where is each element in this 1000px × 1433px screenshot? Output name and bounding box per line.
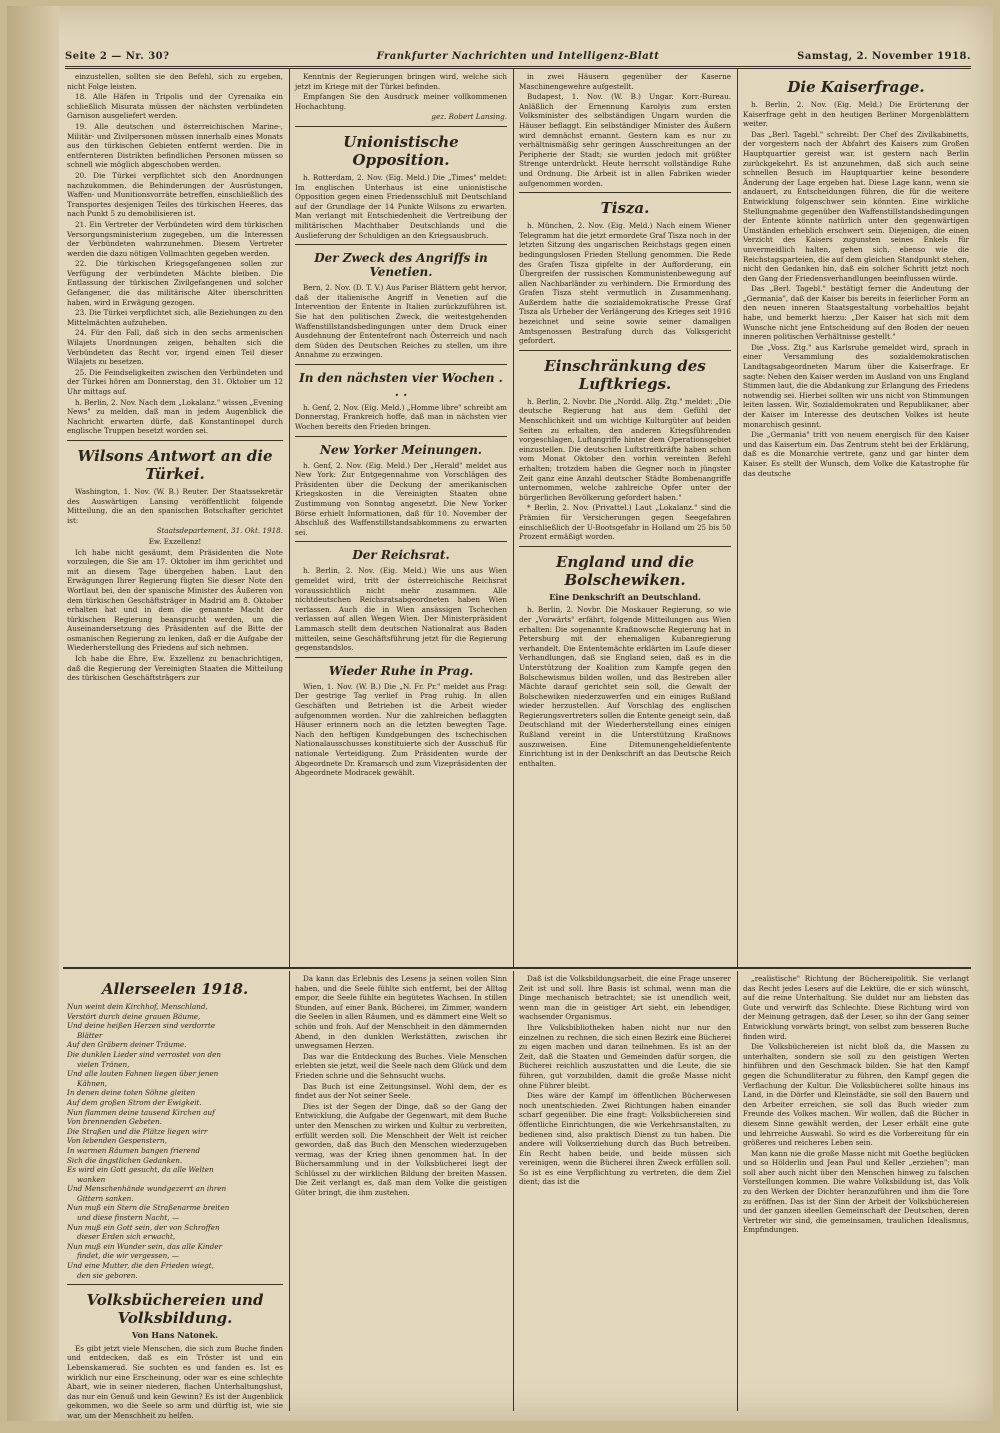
- poem-line: Nun muß ein Stern die Straßenarme breiten: [67, 1203, 230, 1213]
- column-divider: [513, 68, 514, 967]
- poem-line: wanken: [77, 1174, 106, 1184]
- headline-tisza: Tisza.: [600, 199, 650, 218]
- paragraph: Washington, 1. Nov. (W. B.) Reuter. Der Staatssekretär des Auswärtigen Lansing veröffentlicht folgende Mitteilung, die an den spanischen Botschafter gerichtet ist:: [67, 486, 283, 525]
- rule: [519, 350, 731, 351]
- poem-line: In warmen Räumen bangen frierend: [67, 1145, 200, 1155]
- paragraph: 21. Ein Vertreter der Verbündeten wird dem türkischen Versorgungsministerium zugegeben, um die Interessen der Verbündeten wahrzunehmen. Diesem Vertreter werden die dazu nötigen Vollmachten gegeben werden.: [67, 219, 283, 258]
- paragraph: 22. Die türkischen Kriegsgefangenen sollen zur Verfügung der verbündeten Mächte bleiben. Die Entlassung der türkischen Zivilgefangenen und solcher Gefangener, die das militärische Alter überschritten haben, wird in Erwägung gezogen.: [67, 259, 283, 307]
- binding-edge: [7, 6, 59, 1421]
- signature: gez. Robert Lansing.: [431, 112, 507, 122]
- rule: [295, 244, 507, 245]
- paragraph: h. Rotterdam, 2. Nov. (Eig. Meld.) Die „Times" meldet: Im englischen Unterhaus ist eine unionistische Opposition gegen einen Friedensschluß mit Deutschland auf der Grundlage der 14 Punkte Wilsons zu erwarten. Man verlangt mit Entschiedenheit die Vertreibung der militärischen Machthaber Deutschlands und die Auslieferung der Schuldigen an den Kriegsausbruch.: [295, 172, 507, 240]
- headline-reichsrat: Der Reichsrat.: [352, 548, 450, 563]
- column-divider: [737, 971, 738, 1411]
- poem-line: vielen Tränen,: [77, 1059, 130, 1069]
- paragraph: 23. Die Türkei verpflichtet sich, alle Beziehungen zu den Mittelmächten aufzuheben.: [67, 308, 283, 327]
- column-divider: [289, 68, 290, 967]
- paragraph: Ihre Volksbibliotheken haben nicht nur nur den einzelnen zu rechnen, die sich einen Bezirk eine Bücherei zu eigen machen und daran teilnehmen. Es ist an der Zeit, daß die Staaten und Gemeinden dafür sorgen, die Bücherei reichlich auszustatten und die Leute, die sie führen, gut vorzubilden, damit die große Masse nicht ohne Führer bleibt.: [519, 1022, 731, 1090]
- rule: [295, 126, 507, 127]
- rule: [67, 440, 283, 441]
- headline-prag: Wieder Ruhe in Prag.: [328, 663, 474, 678]
- headline-opposition: Unionistische Opposition.: [343, 132, 459, 169]
- poem-line: Nun flammen deine tausend Kirchen auf: [67, 1107, 215, 1117]
- headline-new-york: New Yorker Meinungen.: [320, 442, 482, 457]
- feuilleton-column-4: [743, 974, 969, 1412]
- paragraph: Es gibt jetzt viele Menschen, die sich zum Buche finden und entdecken, daß es ein Tröster ist und ein Lebenskamerad. Sie suchten es und fanden es. Ist es wirklich nur eine Erscheinung, oder war es eine schlechte Abart, wie in seiner niederen, flachen Unterhaltungslust, das nur ein Genuß und kein Gewinn? Es ist der Augenblick gekommen, wo die Seele so arm und dürftig ist, wie sie war, um der Menschheit zu helfen.: [67, 1343, 283, 1420]
- paragraph: Die Volksbüchereien ist nicht bloß da, die Massen zu unterhalten, sondern sie soll zu den geistigen Werten hinführen und den Geschmack bilden. Sie hat den Kampf gegen die Schundliteratur zu führen, den Kampf gegen die Verflachung der Kultur. Die Volksbücherei sollte hinaus ins Land, in die Dörfer und Kleinstädte, sie soll den Bauern und den Arbeiter erreichen, sie soll das Buch wieder zum Freunde des Volkes machen. Wir wollen, daß die Bücher in diesem Sinne gewählt werden, der Leser erhält eine gute und lehrreiche Auswahl. So wird es die Vorbereitung für ein größeres und reicheres Leben sein.: [743, 1042, 969, 1148]
- column-1: [67, 72, 283, 965]
- rule: [295, 657, 507, 658]
- poem-line: Von lebenden Gespenstern,: [67, 1136, 167, 1146]
- rule: [295, 541, 507, 542]
- paragraph: Dies ist der Segen der Dinge, daß so der Gang der Entwicklung, die Aufgabe der Gegenwart, mit dem Buche unter den Menschen zu wirken und Kultur zu verbreiten, erfüllt werden soll. Die Menschheit der Welt ist reicher geworden, daß das Buch den Menschen wiederzugeben vermag, was der Krieg ihnen genommen hat. In der Büchersammlung und in der Volksbücherei liegt der Schlüssel zu der wirklichen Bildung der breiten Massen. Die Zeit verlangt es, daß man dem Volke die geistigen Güter bringt, die ihm zustehen.: [295, 1101, 507, 1198]
- paragraph: 20. Die Türkei verpflichtet sich den Anordnungen nachzukommen, die Behinderungen der Ausrüstungen, Waffen- und Munitionsvorräte betreffen, einschließlich des Transportes desjenigen Teiles des türkischen Heeres, das nach Punkt 5 zu demobilisieren ist.: [67, 170, 283, 219]
- dateline: Staatsdepartement, 31. Okt. 1918.: [156, 526, 283, 536]
- paragraph: 19. Alle deutschen und österreichischen Marine-, Militär- und Zivilpersonen müssen innerhalb eines Monats aus den türkischen Gebieten entfernt werden. Die in entfernteren Distrikten befindlichen Personen müssen so schnell wie möglich abgeschoben werden.: [67, 121, 283, 170]
- rule: [519, 546, 731, 547]
- headline-wilson: Wilsons Antwort an die Türkei.: [77, 446, 273, 483]
- poem-line: Nun muß ein Wunder sein, das alle Kinder: [67, 1241, 223, 1251]
- headline-bolschewiken: England und die Bolschewiken.: [555, 552, 695, 589]
- paragraph: Die „Germania" tritt von neuem energisch für den Kaiser und das Kaisertum ein. Das Zentrum steht bei der Erklärung, daß es die Monarchie vertrete, ganz und gar hinter dem Kaiser. Es stellt der Wunsch, dem Volke die Katastrophe für das deutsche: [743, 430, 969, 478]
- paragraph: Budapest, 1. Nov. (W. B.) Ungar. Korr.-Bureau. Anläßlich der Ernennung Karolyis zum ersten Volksminister des selbständigen Ungarn wurden die Häuser beflaggt. Ein selbständiger Minister des Äußern wird demnächst ernannt. Gestern kam es nur zu verhältnismäßig sehr geringen Ausschreitungen an der Peripherie der Stadt; sie wurden jedoch mit größter Strenge unterdrückt. Heute herrscht vollständige Ruhe und Ordnung. Die Arbeit ist in allen Fabriken wieder aufgenommen worden.: [519, 92, 731, 188]
- paragraph: Ich habe die Ehre, Ew. Exzellenz zu benachrichtigen, daß die Regierung der Vereinigten Staaten die Mitteilung des türkischen Geschäftsträgers zur: [67, 654, 283, 683]
- masthead: [65, 46, 971, 69]
- poem-line: Kähnen,: [77, 1078, 108, 1088]
- rule: [67, 1284, 283, 1285]
- column-4: [743, 72, 969, 965]
- feuilleton-column-2: [295, 974, 507, 1412]
- paragraph: 18. Alle Häfen in Tripolis und der Cyrenaika ein schließlich Misurata müssen der nächsten verbündeten Garnison ausgeliefert werden.: [67, 92, 283, 121]
- headline-luftkrieg: Einschränkung des Luftkriegs.: [544, 356, 706, 393]
- paragraph: 25. Die Feindseligkeiten zwischen den Verbündeten und der Türkei hören am Donnerstag, den 31. Oktober um 12 Uhr mittags auf.: [67, 367, 283, 396]
- rule: [295, 436, 507, 437]
- rule: [519, 192, 731, 193]
- poem-line: Und deine heißen Herzen sind verdorrte: [67, 1021, 216, 1031]
- paragraph: Die „Voss. Ztg." aus Karlsruhe gemeldet wird, sprach in einer Versammlung des sozialdemokratischen Landtagsabgeordneten Marum über die Kaiserfrage. Er sagte: Neben den Kaiser werden im Ausland von uns England Stimmen laut, die die Abdankung zur Erlangung des Friedens notwendig sei. Hierbei sollten wir uns nicht von Stimmungen leiten lassen. Wir, Sozialdemokraten und Republikaner, aber der Kaiser im Interesse des deutschen Volkes ist heute monarchisch gesinnt.: [743, 342, 970, 429]
- issue-date: Samstag, 2. November 1918.: [797, 51, 971, 62]
- headline-kaiserfrage: Die Kaiserfrage.: [787, 78, 925, 96]
- paragraph: Das „Berl. Tagebl." bestätigt ferner die Andeutung der „Germania", daß der Kaiser bis bereits in feierlicher Form an den neuen inneren Staatsgestaltung vorbehaltlos bejaht habe, und bemerkt hierzu: „Der Kaiser hat sich mit dem Wunsche nicht jene Entscheidung auf den Boden der neuen inneren politischen Verhältnisse gestellt.": [743, 284, 969, 342]
- paragraph: h. München, 2. Nov. (Eig. Meld.) Nach einem Wiener Telegramm hat die jetzt ermordete Graf Tisza noch in der letzten Sitzung des ungarischen Reichstags gegen einen bedingungslosen Frieden Stellung genommen. Die Rede des Grafen Tisza gipfelte in der Aufforderung, ein Übergreifen der russischen Kommunistenbewegung auf allen Nachbarländer zu verhindern. Die Ermordung des Grafen Tisza steht vermutlich in Zusammenhang. Außerdem hatte die sozialdemokratische Presse Graf Tisza als Urheber der Verlängerung des Krieges seit 1916 bezeichnet und seine sowie seiner damaligen Amtsgenossen Bestrafung durch das Volksgericht gefordert.: [519, 221, 731, 346]
- poem-title: Allerseelen 1918.: [101, 980, 249, 998]
- paragraph: Das „Berl. Tagebl." schreibt: Der Chef des Zivilkabinetts, der vorgestern nach der Abfahrt des Kaisers zum Großen Hauptquartier gereist war, ist gestern nach Berlin zurückgekehrt. Es ist anzunehmen, daß sich auch seine schnellen Besuch im Hauptquartier keine besondere Änderung der Lage ergeben hat. Diese Lage kann, wenn sie andauert, zu Entscheidungen führen, die für die weitere Entwicklung folgenschwer sein könnten. Eine wirkliche Stellungnahme gegenüber den Waffenstillstandsbedingungen der Entente könnte natürlich unter den gegenwärtigen Umständen erheblich erschwert sein. Diejenigen, die einen Verzicht des Kaisers zugunsten seines Enkels für unvermeidlich halten, gehen sich, ebenso wie die Reichstagsparteien, die auf dem gleichen Standpunkt stehen, nicht den Gedanken hin, daß ein solcher Schritt jetzt noch den Gang der Friedensverhandlungen beeinflussen würde.: [743, 129, 969, 283]
- paper-title: Frankfurter Nachrichten und Intelligenz-Blatt: [376, 51, 660, 62]
- poem-line: findet, die wir vergessen, —: [77, 1251, 179, 1261]
- poem-line: Und Menschenhände wundgezerrt an ihren: [67, 1184, 227, 1194]
- poem: [67, 1002, 283, 1280]
- paragraph: Da kann das Erlebnis des Lesens ja seinen vollen Sinn haben, und die Seele fühlte sich entfernt, bei der Alltag empor, die Seele fühlte ein begütetes Wachsen. In stillen Stunden, auf einer Bank, Bücherei, im Zimmer, wandern die Seelen in allen Räumen, und es dämmert eine Welt so schön und froh. Auf der Menschheit in den dämmernden Abend, in den dunklen Werkstätten, zwischen ihr unwegsamen Herzen.: [295, 974, 507, 1051]
- paragraph: Empfangen Sie den Ausdruck meiner vollkommenen Hochachtung.: [295, 92, 507, 111]
- feuilleton-column-1: [67, 974, 283, 1420]
- page-number: Seite 2 — Nr. 30?: [65, 51, 170, 62]
- salutation: Ew. Exzellenz!: [148, 536, 202, 546]
- headline-vier-wochen: In den nächsten vier Wochen . . .: [299, 370, 503, 399]
- poem-line: Es wird ein Gott gesucht, da alle Welten: [67, 1165, 214, 1175]
- paragraph: 24. Für den Fall, daß sich in den sechs armenischen Wilajets Unordnungen zeigen, behalten sich die Verbündeten das Recht vor, irgend einen Teil dieser Wilajets zu besetzen.: [67, 328, 283, 367]
- poem-line: Die Straßen und die Plätze liegen wirr: [67, 1126, 208, 1136]
- headline-venetien: Der Zweck des Angriffs in Venetien.: [314, 251, 488, 280]
- paragraph: Ich habe nicht gesäumt, dem Präsidenten die Note vorzulegen, die Sie am 17. Oktober im ihm gerichtet und mit an diesem Tage übergeben haben. Laut den Erwägungen Ihrer Regierung fügten Sie dieser Note den Wortlaut bei, den der spanische Minister des Äußeren von dem türkischen Geschäftsträger in Madrid am 8. Oktober erhalten hat und in dem die genannte Macht der türkischen Regierung beansprucht werden, um die Auseinandersetzung des Präsidenten auf die Bitte der osmanischen Regierung zu lenken, daß er die Aufgabe der Wiederherstellung des Friedens auf sich nehmen.: [67, 547, 283, 653]
- headline-volksbuechereien: Volksbüchereien und Volksbildung.: [86, 1291, 264, 1328]
- poem-line: Die dunklen Lieder sind verrostet von den: [67, 1049, 221, 1059]
- paragraph: h. Berlin, 2. Novbr. Die „Nordd. Allg. Ztg." meldet: „Die deutsche Regierung hat aus dem Gefühl der Menschlichkeit und um wichtige Kulturgüter auf beiden Seiten zu erhalten, den anderen Kriegsführenden vorgeschlagen, Luftangriffe hinter dem Operationsgebiet einzustellen. Die deutschen Luftstreitkräfte haben schon vom Monat Oktober den vorhin vereinten Befehl erhalten; trotzdem haben die Gegner noch in jüngster Zeit ganz eine Anzahl deutscher Städte Bombenangriffe unternommen, welche zahlreiche Opfer unter der bürgerlichen Bevölkerung gefordert haben.": [519, 396, 731, 502]
- newspaper-page: [7, 6, 993, 1421]
- poem-line: Auf dem großen Strom der Ewigkeit.: [67, 1097, 202, 1107]
- paragraph: h. Genf, 2. Nov. (Eig. Meld.) Der „Herald" meldet aus New York: Zur Entgegennahme von Vorschlägen des Präsidenten über die Deckung der amerikanischen Kriegskosten in die Vereinigten Staaten ohne Zustimmung von Sonntag angesetzt. Die New Yorker Börse erhielt Informationen, daß für 10. November der Abschluß des Waffenstillstandsabkommens zu erwarten sei.: [295, 460, 507, 537]
- paragraph: h. Berlin, 2. Novbr. Die Moskauer Regierung, so wie der „Vorwärts" erfährt, folgende Mitteilungen aus Wien erhalten: Die sogenannte Kraßnowsche Regierung hat in Petersburg mit der ehemaligen Kubanregierung verhandelt. Die Ententemächte erklärten im Laufe dieser Verhandlungen, daß sie England seien, daß es in die Unterstützung der Koalition zum Kampfe gegen den Bolschewismus bilden wollen, und das Bestreben aller Mächte darauf gerichtet sein soll, die Gewalt der Bolschewiken niederzuwerfen und ein einiges Rußland wieder herzustellen. Auf Vorschlag des englischen Regierungsvertreters sollen die Entente geneigt sein, daß Deutschland mit der Wiederherstellung eines einigen Rußland vereint in die Unterstützung Kraßnows auszuweisen. Eine Ditemunengeheldiefentente Einrichtung ist in der Denkschrift an das Deutsche Reich enthalten.: [519, 605, 731, 768]
- poem-line: Von brennenden Gebeten.: [67, 1117, 162, 1127]
- paragraph: einzustellen, sollten sie den Befehl, sich zu ergeben, nicht Folge leisten.: [67, 72, 283, 91]
- column-divider: [513, 971, 514, 1411]
- paragraph: „realistische" Richtung der Büchereipolitik. Sie verlangt das Recht jedes Lesers auf die Lektüre, die er sich wünscht, auf die reine Unterhaltung. Sie duldet nur am liebsten das Gute und verwirft das Schlechte. Diese Richtung wird von der Meinung getragen, daß der Leser, so ihn der Gang seiner Entwicklung vorwärts bringt, von selbst zum besseren Buche finden wird.: [743, 974, 969, 1041]
- feuilleton-column-3: [519, 974, 731, 1412]
- poem-line: dieser Erden sich erwacht,: [77, 1232, 176, 1242]
- column-divider: [737, 68, 738, 967]
- poem-line: Auf den Gräbern deiner Träume.: [67, 1040, 187, 1050]
- poem-line: den sie geboren.: [77, 1270, 138, 1280]
- poem-line: Nun muß ein Gott sein, der von Schroffen: [67, 1222, 220, 1232]
- column-3: [519, 72, 731, 965]
- subheadline: Eine Denkschrift an Deutschland.: [549, 591, 701, 602]
- rule: [295, 364, 507, 365]
- paragraph: Dies wäre der Kampf im öffentlichen Bücherwesen noch unentschieden. Zwei Richtungen haben einander scharf gegenüber. Die eine fragt: Volksbüchereien sind öffentliche Einrichtungen, die wie Verkehrsanstalten, zu bedienen sind, also praktisch Dienst zu tun haben. Die andere will Volkserziehung durch das Buch betreiben. Ein Recht haben beide, und beide müssen sich vereinigen, wenn die Bücherei ihren Zweck erfüllen soll. So ist es eine Verpflichtung zu vertreten, die dem Ziel dient; das ist die: [519, 1091, 731, 1187]
- paragraph: * Berlin, 2. Nov. (Privattel.) Laut „Lokalanz." sind die Prämien für Versicherungen gegen Seegefahren einschließlich der U-Bootsgefahr in Holland um 25 bis 50 Prozent ermäßigt worden.: [519, 503, 731, 542]
- poem-line: Und eine Mutter, die den Frieden wiegt,: [67, 1261, 214, 1271]
- column-divider: [289, 971, 290, 1411]
- poem-line: Sich die ängstlichen Gedanken.: [67, 1155, 183, 1165]
- poem-line: Gittern sanken.: [77, 1193, 134, 1203]
- paragraph: Wien, 1. Nov. (W. B.) Die „N. Fr. Pr." meldet aus Prag: Der gestrige Tag verlief in Prag ruhig. In allen Geschäften und Betrieben ist die Arbeit wieder aufgenommen worden. Nur die zahlreichen beflaggten Häuser erinnern noch an die letzten bewegten Tage. Nach den heftigen Kundgebungen des tschechischen Nationalausschusses konstituierte sich der Ausschuß für nationale Verteidigung. Zum Präsidenten wurde der Abgeordnete Dr. Kramarsch und zum Vizepräsidenten der Abgeordnete Modracek gewählt.: [295, 681, 507, 778]
- poem-line: Nun weint dein Kirchhof, Menschland,: [67, 1002, 208, 1011]
- byline: Von Hans Natonek.: [131, 1330, 219, 1341]
- paragraph: h. Berlin, 2. Nov. (Eig. Meld.) Die Erörterung der Kaiserfrage geht in den heutigen Berliner Morgenblättern weiter.: [743, 100, 969, 129]
- section-divider: [63, 967, 971, 969]
- paragraph: h. Genf, 2. Nov. (Eig. Meld.) „Homme libre" schreibt am Donnerstag, Frankreich hoffe, daß man in nächsten vier Wochen bereits den Frieden bringen.: [295, 402, 507, 432]
- poem-line: Blätter: [77, 1030, 103, 1040]
- paragraph: Kenntnis der Regierungen bringen wird, welche sich jetzt im Kriege mit der Türkei befinden.: [295, 72, 507, 91]
- paragraph: Bern, 2. Nov. (D. T. V.) Aus Pariser Blättern geht hervor, daß der italienische Angriff in Venetien auf die Intervention der Entente in Italien zurückzuführen ist. Sie hat den politischen Zweck, die weitestgehenden Waffenstillstandsbedingungen unter dem Druck einer Ausdehnung der Ententefront nach Österreich und nach dem Süden des Deutschen Reiches zu stellen, um ihre Annahme zu erzwingen.: [295, 283, 507, 360]
- paragraph: Das Buch ist eine Zeitungsinsel. Wohl dem, der es findet aus der Not seiner Seele.: [295, 1081, 507, 1101]
- poem-line: Verstört durch deine grauen Bäume,: [67, 1011, 201, 1021]
- column-2: [295, 72, 507, 965]
- paragraph: h. Berlin, 2. Nov. (Eig. Meld.) Wie uns aus Wien gemeldet wird, tritt der österreichische Reichsrat voraussichtlich nicht mehr zusammen. Alle nichtdeutschen Reichsratsabgeordneten haben Wien verlassen. Auch die in Wien ansässigen Tschechen verlassen auf allen Wegen Wien. Der Ministerpräsident Lammasch stellt dem deutschen Nationalrat aus Baden mitteilen, seine Geschäftsführung jetzt für die Regierung gegenstandslos.: [295, 566, 507, 653]
- paragraph: in zwei Häusern gegenüber der Kaserne Maschinengewehre aufgestellt.: [519, 72, 731, 91]
- poem-line: In denen deine toten Söhne gleiten: [67, 1088, 196, 1098]
- paragraph: Daß ist die Volksbildungsarbeit, die eine Frage unserer Zeit ist und soll. Ihre Basis ist schmal, wenn man die Dinge mechanisch betrachtet; sie ist unendlich weit, wenn man die in geistiger Art sieht, ein lebendiger, wachsender Organismus.: [519, 974, 731, 1022]
- paragraph: Das war die Entdeckung des Buches. Viele Menschen erlebten sie jetzt, weil die Seele nach dem Glück und dem Frieden schrie und die Sehnsucht wuchs.: [295, 1051, 507, 1080]
- poem-line: Und alle lauten Fahnen liegen über jenen: [67, 1069, 219, 1079]
- paragraph: h. Berlin, 2. Nov. Nach dem „Lokalanz." wissen „Evening News" zu melden, daß man in jedem Augenblick die Nachricht erwarten dürfe, daß Konstantinopel durch englische Truppen besetzt worden sei.: [67, 397, 283, 436]
- poem-line: und diese finstern Nacht, —: [77, 1213, 180, 1223]
- paragraph: Man kann nie die große Masse nicht mit Goethe beglücken und so Hölderlin und Jean Paul und Keller „erziehen"; man soll aber auch nicht über den Menschen hinweg zu falschen Vorstellungen kommen. Die wahre Volksbildung ist, das Volk zu den Werken der Dichter heranzuführen und ihm die Tore zu eröffnen. Das ist der Sinn der Arbeit der Volksbüchereien und der ganzen ideellen Gemeinschaft der Deutschen, deren Vertreter wir sind, die gemeinsamen, traulichen Idealismus, Empfindungen.: [743, 1148, 969, 1235]
